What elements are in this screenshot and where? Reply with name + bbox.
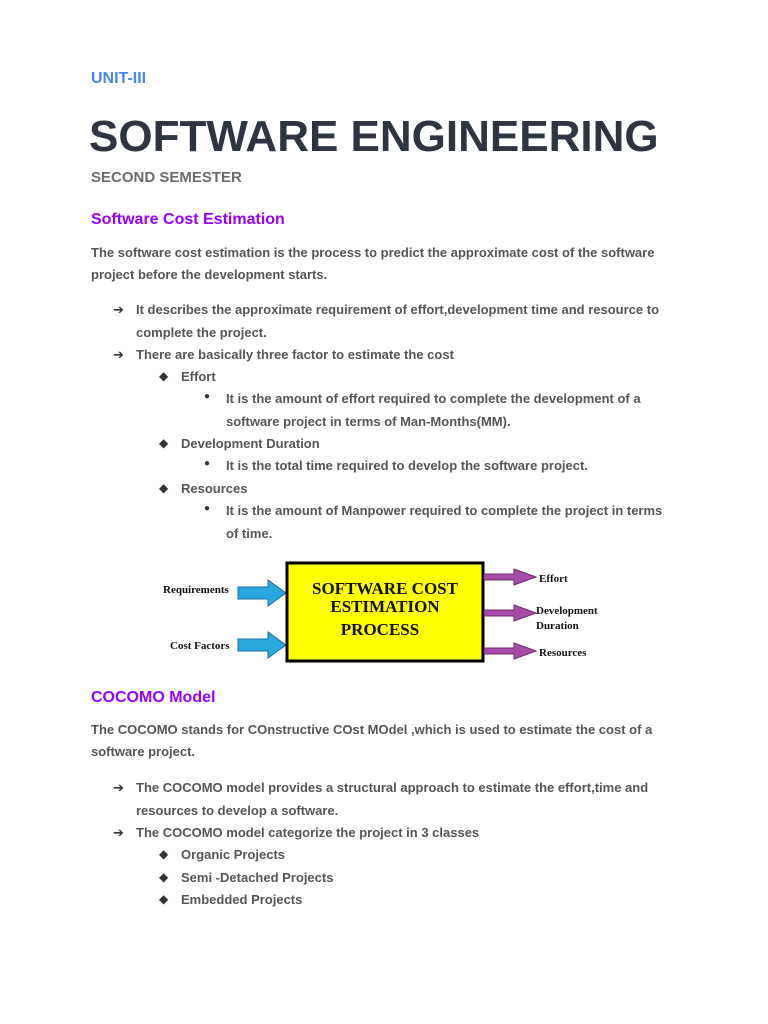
intro-line: The software cost estimation is the process to predict the approximate cost of the software xyxy=(91,245,655,260)
list-item-line: There are basically three factor to estimate the cost xyxy=(136,347,454,362)
arrow-bullet-icon: ➔ xyxy=(113,347,124,362)
arrow-bullet-icon: ➔ xyxy=(113,825,124,840)
output-label-duration: Duration xyxy=(536,620,579,632)
detail-line: It is the amount of Manpower required to complete the project in terms xyxy=(226,503,663,518)
cocomo-heading: COCOMO Model xyxy=(91,689,216,706)
list-item-line: It describes the approximate requirement of effort,development time and resource to xyxy=(136,302,660,317)
box-line-3: PROCESS xyxy=(340,620,420,639)
list-item-line: The COCOMO model provides a structural approach to estimate the effort,time and xyxy=(136,780,649,795)
list-item-line: The COCOMO model categorize the project in 3 classes xyxy=(136,825,480,840)
diamond-bullet-icon: ◆ xyxy=(159,870,169,884)
list-item-line: resources to develop a software. xyxy=(136,802,339,818)
class-organic: Organic Projects xyxy=(181,847,286,862)
diamond-bullet-icon: ◆ xyxy=(159,436,169,450)
dot-bullet-icon: ● xyxy=(204,458,211,469)
list-item xyxy=(136,777,648,822)
output-label-effort: Effort xyxy=(539,573,568,585)
dot-bullet-icon: ● xyxy=(204,391,211,402)
document-title: SOFTWARE ENGINEERING xyxy=(89,112,659,161)
intro-line: software project. xyxy=(91,744,196,759)
diamond-bullet-icon: ◆ xyxy=(159,892,169,906)
diamond-bullet-icon: ◆ xyxy=(159,481,169,495)
cost-estimation-intro xyxy=(91,242,691,286)
list-item xyxy=(136,822,479,845)
intro-line: project before the development starts. xyxy=(91,267,328,282)
factor-resources-detail xyxy=(226,500,662,545)
unit-label: UNIT-III xyxy=(91,70,147,87)
detail-line: software project in terms of Man-Months(MM). xyxy=(226,413,511,429)
list-item xyxy=(136,299,659,344)
output-arrow-resources xyxy=(484,643,536,659)
cost-estimation-heading: Software Cost Estimation xyxy=(91,211,285,228)
factor-duration: Development Duration xyxy=(181,436,320,451)
cost-estimation-diagram xyxy=(150,556,630,668)
input-label-cost-factors: Cost Factors xyxy=(170,640,230,652)
arrow-bullet-icon: ➔ xyxy=(113,302,124,317)
document-subtitle: SECOND SEMESTER xyxy=(91,169,242,186)
output-label-resources: Resources xyxy=(539,647,587,659)
cocomo-intro xyxy=(91,719,691,763)
factor-resources: Resources xyxy=(181,481,248,496)
input-arrow-cost-factors xyxy=(238,632,286,658)
class-embedded: Embedded Projects xyxy=(181,892,303,907)
input-label-requirements: Requirements xyxy=(163,584,229,596)
factor-effort-detail xyxy=(226,388,641,433)
arrow-bullet-icon: ➔ xyxy=(113,780,124,795)
intro-line: The COCOMO stands for COnstructive COst MOdel ,which is used to estimate the cost of a xyxy=(91,722,653,737)
factor-effort: Effort xyxy=(181,369,216,384)
dot-bullet-icon: ● xyxy=(204,503,211,514)
input-arrow-requirements xyxy=(238,580,286,606)
box-line-2: ESTIMATION xyxy=(330,597,440,616)
list-item-line: complete the project. xyxy=(136,324,267,340)
box-line-1: SOFTWARE COST xyxy=(312,579,458,598)
detail-line: It is the total time required to develop the software project. xyxy=(226,458,588,473)
output-arrow-effort xyxy=(484,569,536,585)
factor-duration-detail xyxy=(226,455,588,478)
output-arrow-duration xyxy=(484,605,536,621)
detail-line: It is the amount of effort required to complete the development of a xyxy=(226,391,641,406)
output-label-development: Development xyxy=(536,605,598,617)
diamond-bullet-icon: ◆ xyxy=(159,369,169,383)
detail-line: of time. xyxy=(226,525,273,541)
class-semi-detached: Semi -Detached Projects xyxy=(181,870,334,885)
diamond-bullet-icon: ◆ xyxy=(159,847,169,861)
list-item xyxy=(136,344,454,367)
